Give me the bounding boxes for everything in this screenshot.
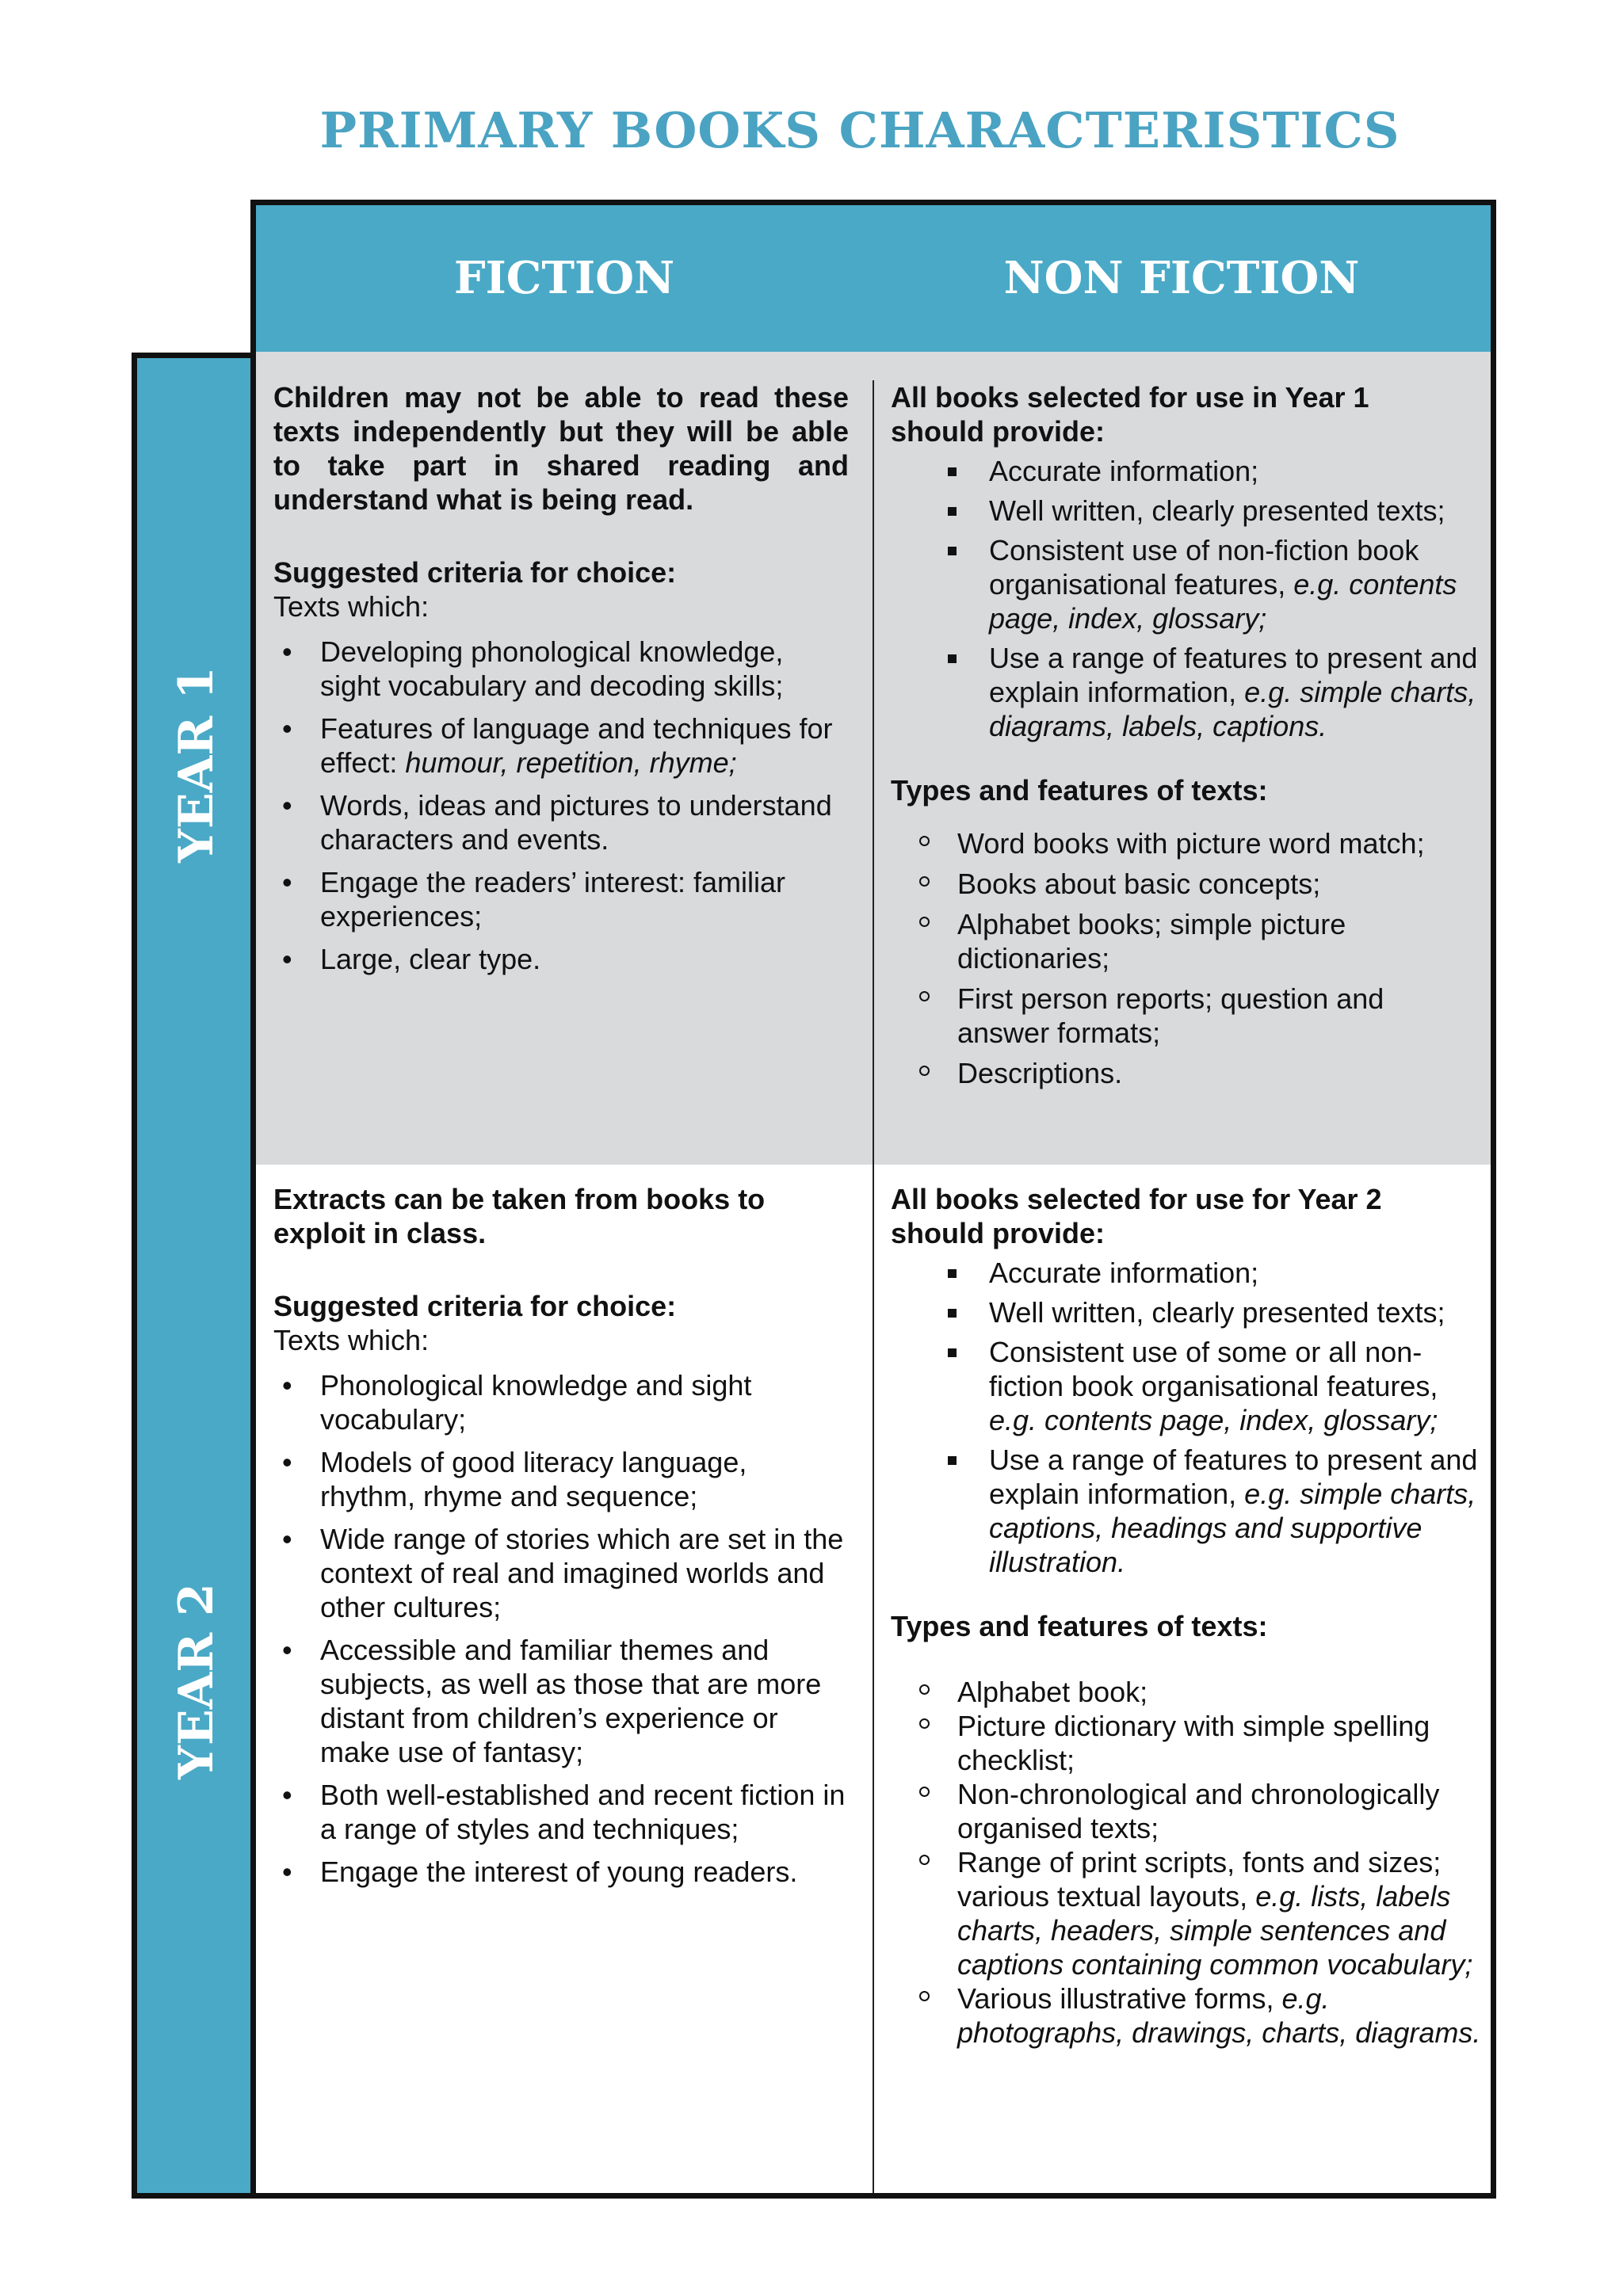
y1-fiction-intro-line: understand what is being read. — [273, 483, 694, 516]
list-item-text: Large, clear type. — [320, 943, 541, 975]
y2-fiction-criteria-heading: Suggested criteria for choice: — [273, 1290, 677, 1322]
list-item — [957, 1777, 1481, 1845]
list-item — [282, 942, 849, 976]
square-bullet-icon — [948, 1269, 957, 1278]
list-item-text: Consistent use of non-fiction book organisational features, — [989, 534, 1419, 601]
list-item — [957, 1056, 1481, 1090]
list-item — [989, 1295, 1481, 1329]
list-item-text: Use a range of features to present and explain information, — [989, 642, 1478, 708]
y2-fiction-intro: Extracts can be taken from books to exploit in class. — [273, 1183, 766, 1249]
y1-nonfiction-types — [891, 826, 1481, 1090]
square-bullet-icon — [948, 507, 957, 516]
list-item-text: Features of language and techniques for effect: — [320, 712, 833, 779]
y1-nonfiction-cell — [891, 380, 1481, 1097]
list-item-text: Alphabet book; — [957, 1676, 1148, 1708]
y1-fiction-intro-line: Children may not be able to read these — [273, 381, 849, 414]
bullet-icon: • — [282, 1779, 292, 1811]
list-item-italic: e.g. simple charts, diagrams, labels, captions. — [989, 676, 1476, 742]
bullet-icon: • — [282, 866, 292, 898]
circle-bullet-icon — [919, 1991, 930, 2001]
list-item — [989, 494, 1481, 528]
list-item — [957, 1675, 1481, 1709]
fiction-column-heading: FICTION — [453, 252, 675, 304]
list-item — [989, 1443, 1481, 1579]
list-item-text: Both well-established and recent fiction in a range of styles and techniques; — [320, 1779, 846, 1845]
list-item-text: Wide range of stories which are set in the context of real and imagined worlds and other cultures; — [320, 1523, 844, 1623]
y2-nonfiction-intro: All books selected for use for Year 2 should provide: — [891, 1183, 1382, 1249]
y2-nonfiction-cell — [891, 1182, 1481, 2050]
list-item-italic: e.g. contents page, index, glossary; — [989, 1404, 1438, 1436]
circle-bullet-icon — [919, 1684, 930, 1695]
list-item — [282, 1522, 849, 1624]
list-item-italic: humour, repetition, rhyme; — [405, 746, 737, 779]
list-item-text: Accurate information; — [989, 1257, 1259, 1289]
list-item — [989, 1335, 1481, 1437]
list-item — [957, 982, 1481, 1050]
page-title: PRIMARY BOOKS CHARACTERISTICS — [319, 101, 1400, 159]
circle-bullet-icon — [919, 917, 930, 927]
list-item-text: Well written, clearly presented texts; — [989, 494, 1445, 527]
list-item — [282, 1778, 849, 1846]
year2-label: YEAR 2 — [169, 1583, 224, 1779]
bullet-icon: • — [282, 1523, 292, 1555]
bullet-icon: • — [282, 789, 292, 822]
list-item — [957, 867, 1481, 901]
square-bullet-icon — [948, 1309, 957, 1318]
circle-bullet-icon — [919, 1855, 930, 1865]
square-bullet-icon — [948, 547, 957, 555]
circle-bullet-icon — [919, 876, 930, 887]
y1-nonfiction-intro: All books selected for use in Year 1 should provide: — [891, 381, 1369, 448]
list-item — [282, 1855, 849, 1889]
list-item — [957, 1981, 1481, 2050]
y1-fiction-list — [273, 635, 849, 976]
y2-fiction-list — [273, 1368, 849, 1889]
y1-fiction-criteria-heading: Suggested criteria for choice: — [273, 556, 677, 589]
y1-nonfiction-provides — [891, 454, 1481, 743]
y2-nonfiction-types-heading: Types and features of texts: — [891, 1610, 1268, 1642]
list-item — [957, 1845, 1481, 1981]
list-item-italic: e.g. lists, labels charts, headers, simple sentences and captions containing common vocabulary; — [957, 1880, 1473, 1981]
bullet-icon: • — [282, 635, 292, 668]
list-item-text: Words, ideas and pictures to understand characters and events. — [320, 789, 832, 856]
square-bullet-icon — [948, 467, 957, 476]
square-bullet-icon — [948, 1348, 957, 1357]
bullet-icon: • — [282, 712, 292, 745]
list-item-text: First person reports; question and answer formats; — [957, 982, 1384, 1049]
square-bullet-icon — [948, 1456, 957, 1465]
list-item-text: Word books with picture word match; — [957, 827, 1425, 860]
y1-nonfiction-types-heading: Types and features of texts: — [891, 774, 1268, 807]
list-item — [282, 788, 849, 856]
circle-bullet-icon — [919, 1787, 930, 1797]
y2-fiction-texts-which: Texts which: — [273, 1324, 430, 1356]
circle-bullet-icon — [919, 991, 930, 1001]
list-item — [989, 454, 1481, 488]
bullet-icon: • — [282, 1634, 292, 1666]
y2-nonfiction-provides — [891, 1256, 1481, 1579]
year1-label: YEAR 1 — [169, 666, 224, 863]
y1-fiction-intro-line: texts independently but they will be able — [273, 415, 849, 448]
list-item-text: Consistent use of some or all non-fiction book organisational features, — [989, 1336, 1438, 1402]
list-item — [282, 711, 849, 780]
list-item — [957, 1709, 1481, 1777]
list-item — [957, 826, 1481, 860]
list-item-text: Books about basic concepts; — [957, 868, 1321, 900]
list-item — [989, 641, 1481, 743]
list-item-text: Range of print scripts, fonts and sizes; various textual layouts, — [957, 1846, 1442, 1913]
list-item-text: Engage the interest of young readers. — [320, 1855, 798, 1888]
list-item-text: Descriptions. — [957, 1057, 1123, 1089]
list-item-italic: e.g. contents page, index, glossary; — [989, 568, 1457, 635]
list-item-text: Accurate information; — [989, 455, 1259, 487]
y2-nonfiction-types — [891, 1675, 1481, 2050]
y1-fiction-texts-which: Texts which: — [273, 590, 430, 623]
list-item-text: Use a range of features to present and explain information, — [989, 1444, 1478, 1510]
list-item — [282, 1445, 849, 1513]
list-item — [957, 907, 1481, 975]
list-item-text: Developing phonological knowledge, sight vocabulary and decoding skills; — [320, 635, 784, 702]
square-bullet-icon — [948, 654, 957, 663]
list-item — [989, 533, 1481, 635]
list-item-text: Alphabet books; simple picture dictionaries; — [957, 908, 1346, 974]
list-item-text: Well written, clearly presented texts; — [989, 1296, 1445, 1329]
list-item — [282, 1633, 849, 1769]
nonfiction-column-heading: NON FICTION — [1003, 252, 1360, 304]
list-item — [282, 635, 849, 703]
circle-bullet-icon — [919, 836, 930, 846]
bullet-icon: • — [282, 1855, 292, 1888]
y2-fiction-cell — [273, 1182, 849, 1897]
list-item-text: Phonological knowledge and sight vocabulary; — [320, 1369, 752, 1436]
y1-fiction-cell — [273, 380, 849, 985]
list-item-text: Engage the readers’ interest: familiar experiences; — [320, 866, 785, 933]
list-item — [282, 1368, 849, 1436]
list-item-text: Picture dictionary with simple spelling checklist; — [957, 1710, 1430, 1776]
column-divider — [873, 380, 874, 2193]
y1-fiction-intro — [273, 380, 849, 517]
bullet-icon: • — [282, 1446, 292, 1478]
y1-fiction-intro-line: to take part in shared reading and — [273, 449, 849, 482]
circle-bullet-icon — [919, 1066, 930, 1076]
list-item-italic: e.g. photographs, drawings, charts, diagrams. — [957, 1982, 1481, 2049]
list-item-text: Various illustrative forms, — [957, 1982, 1282, 2015]
list-item-italic: e.g. simple charts, captions, headings and supportive illustration. — [989, 1478, 1476, 1578]
list-item — [989, 1256, 1481, 1290]
circle-bullet-icon — [919, 1718, 930, 1729]
list-item — [282, 865, 849, 933]
list-item-text: Models of good literacy language, rhythm, rhyme and sequence; — [320, 1446, 747, 1512]
list-item-text: Accessible and familiar themes and subjects, as well as those that are more distant from children’s experience or make use of fantasy; — [320, 1634, 822, 1768]
list-item-text: Non-chronological and chronologically organised texts; — [957, 1778, 1440, 1844]
bullet-icon: • — [282, 1369, 292, 1402]
bullet-icon: • — [282, 943, 292, 975]
